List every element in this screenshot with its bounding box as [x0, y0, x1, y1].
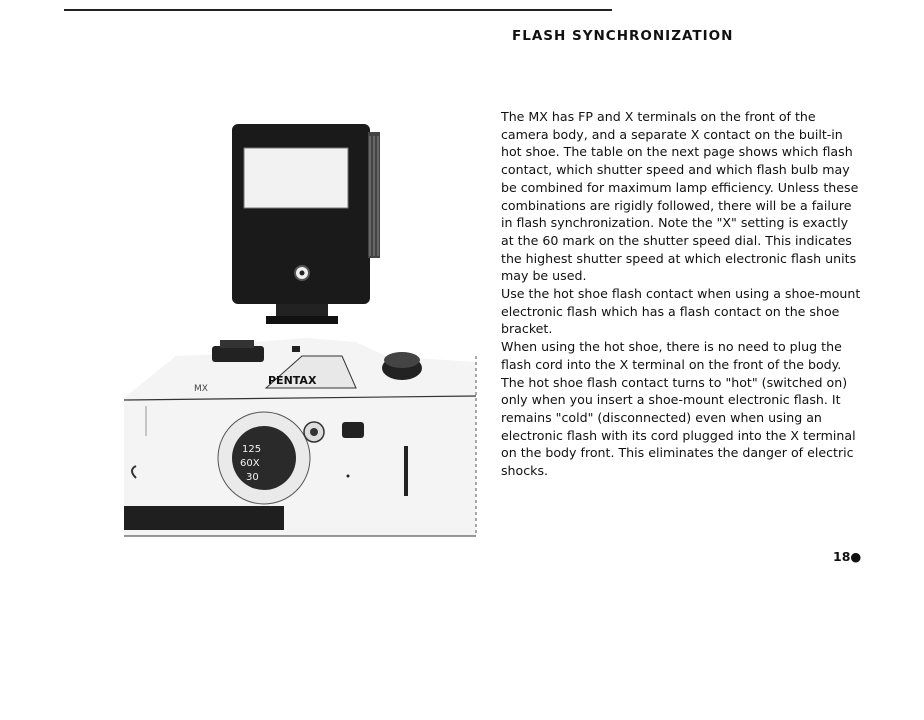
top-rule: [64, 9, 612, 11]
camera-body: [124, 338, 476, 536]
body-text: [501, 108, 861, 480]
page-number: 18●: [833, 549, 862, 564]
paragraph: Use the hot shoe flash contact when using a shoe-mount electronic flash which has a flash contact on the shoe bracket.: [501, 286, 861, 337]
dial-label-125: 125: [242, 444, 262, 455]
model-label: MX: [194, 384, 208, 394]
flash-unit: [232, 124, 380, 324]
page-heading: FLASH SYNCHRONIZATION: [512, 28, 734, 44]
paragraph: When using the hot shoe, there is no need to plug the flash cord into the X terminal on the front of the body. The hot shoe flash contact turns to "hot" (switched on) only when you insert a shoe-mount electronic flash. It remains "cold" (disconnected) even when using an electronic flash with its cord plugged into the X terminal on the body front. This eliminates the danger of electric shocks.: [501, 339, 856, 479]
paragraph: The MX has FP and X terminals on the front of the camera body, and a separate X contact on the built-in hot shoe. The table on the next page shows which flash contact, which shutter speed and which flash bulb may be combined for maximum lamp efficiency. Unless these combinations are rigidly followed, there will be a failure in flash synchronization. Note the "X" setting is exactly at the 60 mark on the shutter speed dial. This indicates the highest shutter speed at which electronic flash units may be used.: [501, 109, 859, 284]
dial-label-60x: 60X: [240, 458, 260, 469]
camera-flash-photo: [116, 106, 484, 542]
dial-label-30: 30: [246, 472, 259, 483]
brand-label: PENTAX: [268, 374, 317, 387]
